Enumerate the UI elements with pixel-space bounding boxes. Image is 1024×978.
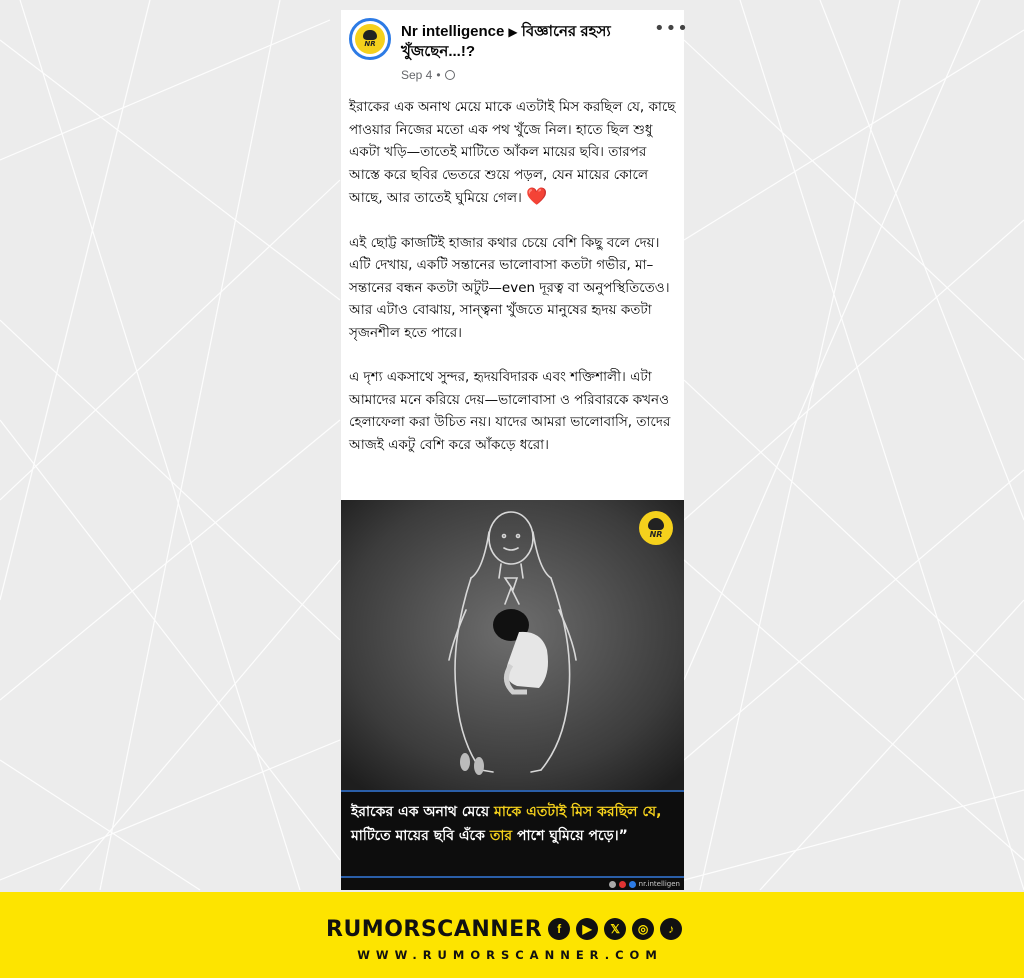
- facebook-icon[interactable]: f: [548, 918, 570, 940]
- post-header: [341, 10, 689, 90]
- x-icon[interactable]: 𝕏: [604, 918, 626, 940]
- brain-icon: [648, 518, 664, 530]
- youtube-icon: [619, 881, 626, 888]
- post-author: [401, 22, 651, 62]
- caption-highlight: মাকে এতটাই মিস করছিল যে,: [494, 804, 662, 820]
- footer-handle: nr.intelligen: [638, 880, 680, 888]
- globe-icon: [445, 70, 455, 80]
- rumorscanner-banner: [0, 892, 1024, 978]
- brain-icon: [363, 30, 377, 40]
- image-footer: [341, 878, 684, 890]
- link-icon: [609, 881, 616, 888]
- more-options-icon[interactable]: •••: [654, 18, 689, 39]
- image-caption-box: [341, 790, 684, 878]
- facebook-post: [341, 10, 689, 890]
- avatar-logo-text: NR: [364, 40, 376, 48]
- website-url[interactable]: WWW.RUMORSCANNER.COM: [357, 948, 663, 962]
- caption-part: ইরাকের এক অনাথ মেয়ে: [351, 804, 495, 820]
- watermark-text: NR: [649, 529, 663, 539]
- caption-part: মাটিতে মায়ের ছবি এঁকে: [351, 828, 490, 844]
- heart-icon: ❤️: [526, 187, 548, 207]
- instagram-icon[interactable]: ◎: [632, 918, 654, 940]
- page-avatar[interactable]: [349, 18, 391, 60]
- post-paragraph: ইরাকের এক অনাথ মেয়ে মাকে এতটাই মিস করছিল যে, কাছে পাওয়ার নিজের মতো এক পথ খুঁজে নিল। হাতে ছিল শুধু একটা খড়ি—তাতেই মাটিতে আঁকল মায়ের ছবি। তারপর আস্তে করে ছবির ভেতরে শুয়ে পড়ল, যেন মায়ের কোলে আছে, আর তাতেই ঘুমিয়ে গেল। ❤️: [349, 99, 676, 207]
- page-name-link[interactable]: Nr intelligence: [401, 23, 505, 40]
- group-name-link[interactable]: বিজ্ঞানের রহস্য খুঁজছেন...!?: [401, 23, 611, 60]
- post-paragraph: এই ছোট্ট কাজটিই হাজার কথার চেয়ে বেশি কিছু বলে দেয়। এটি দেখায়, একটি সন্তানের ভালোবাসা কতটা গভীর, মা–সন্তানের বন্ধন কতটা অটুট—even দূরত্ব বা অনুপস্থিতিতেও। আর এটাও বোঝায়, সান্ত্বনা খুঁজতে মানুষের হৃদয় কতটা সৃজনশীল হতে পারে।: [349, 234, 670, 341]
- brand-row: [326, 914, 682, 944]
- post-meta: [401, 68, 455, 82]
- post-body: [349, 96, 681, 478]
- brand-name: RUMORSCANNER: [326, 916, 543, 942]
- image-caption: [351, 800, 676, 848]
- arrow-right-icon: ▶: [508, 25, 518, 39]
- youtube-icon[interactable]: ▶: [576, 918, 598, 940]
- tiktok-icon[interactable]: ♪: [660, 918, 682, 940]
- facebook-icon: [629, 881, 636, 888]
- post-image[interactable]: [341, 500, 684, 890]
- meta-separator: •: [436, 68, 441, 82]
- caption-highlight: তার: [489, 828, 513, 844]
- caption-part: পাশে ঘুমিয়ে পড়ে।”: [512, 828, 628, 844]
- post-paragraph: এ দৃশ্য একসাথে সুন্দর, হৃদয়বিদারক এবং শক্তিশালী। এটা আমাদের মনে করিয়ে দেয়—ভালোবাসা ও পরিবারকে কখনও হেলাফেলা করা উচিত নয়। যাদের আমরা ভালোবাসি, তাদের আজই একটু বেশি করে আঁকড়ে ধরো।: [349, 369, 671, 453]
- post-date[interactable]: Sep 4: [401, 68, 433, 82]
- nr-watermark-logo: [639, 511, 673, 545]
- photo-girl-sleeping-in-chalk-drawing: [341, 500, 684, 790]
